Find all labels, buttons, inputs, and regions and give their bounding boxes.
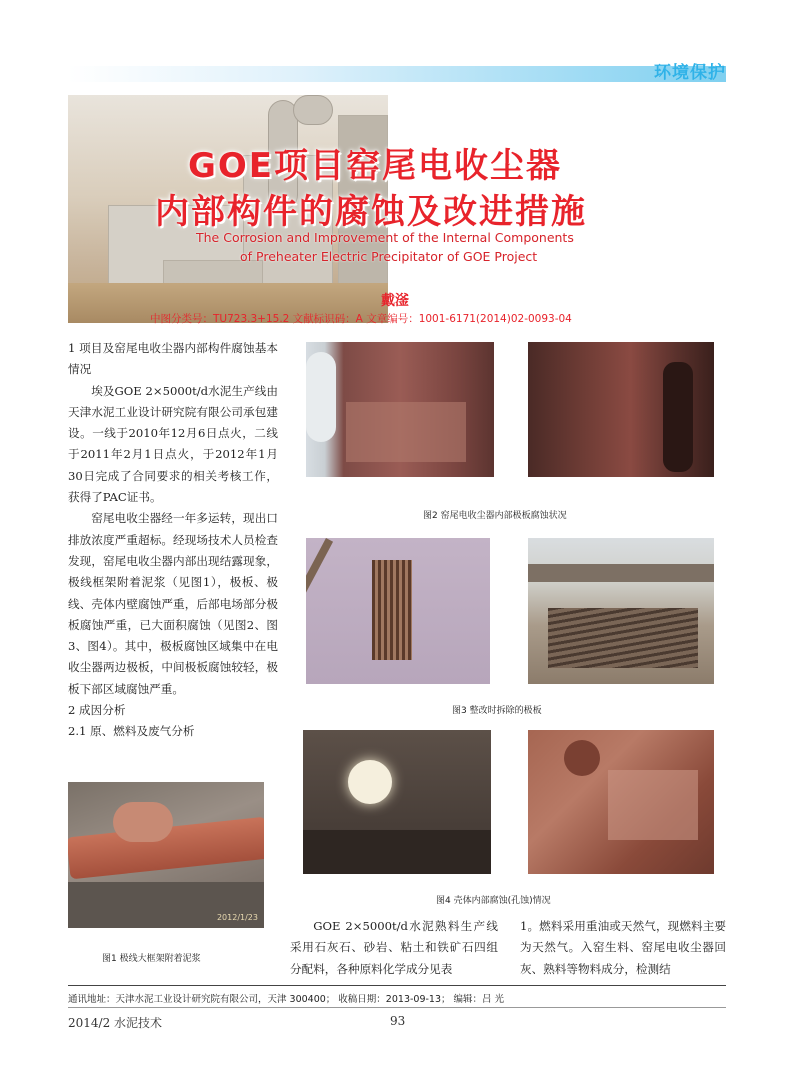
- author: 戴滏: [381, 293, 409, 309]
- section-tag: 环境保护: [654, 63, 726, 83]
- footer-rule: [68, 985, 726, 986]
- article-meta: 中图分类号：TU723.3+15.2 文献标识码：A 文章编号：1001-6171(2014)02-0093-04: [150, 313, 572, 325]
- section-2-1-heading: 2.1 原、燃料及废气分析: [68, 724, 195, 739]
- header-band: [68, 66, 726, 82]
- mid-paragraph: GOE 2×5000t/d水泥熟料生产线采用石灰石、砂岩、粘土和铁矿石四组分配料，各种原料化学成分见表: [290, 919, 498, 976]
- title-line-2: 内部构件的腐蚀及改进措施: [155, 192, 587, 232]
- journal-issue: 2014/2 水泥技术: [68, 1016, 163, 1030]
- left-column: [68, 338, 278, 743]
- page-number: 93: [390, 1014, 406, 1028]
- footer-rule-2: [68, 1007, 726, 1008]
- figure-3a-photo: [306, 538, 490, 684]
- paragraph-1: 埃及GOE 2×5000t/d水泥生产线由天津水泥工业设计研究院有限公司承包建设。一线于2010年12月6日点火，二线于2011年2月1日点火，于2012年1月30日完成了合同要求的相关考核工作，获得了PAC证书。: [68, 383, 278, 505]
- figure-4a-photo: [303, 730, 491, 874]
- footnote: 通讯地址：天津水泥工业设计研究院有限公司，天津 300400； 收稿日期：2013-09-13； 编辑：吕 光: [68, 994, 505, 1005]
- figure-2-caption: 图2 窑尾电收尘器内部极板腐蚀状况: [423, 511, 567, 521]
- figure-4b-photo: [528, 730, 714, 874]
- figure-3b-photo: [528, 538, 714, 684]
- section-2-heading: 2 成因分析: [68, 703, 126, 718]
- right-paragraph: 1。燃料采用重油或天然气，现燃料主要为天然气。入窑生料、窑尾电收尘器回灰、熟料等物料成分，检测结: [520, 919, 726, 976]
- title-line-1: GOE项目窑尾电收尘器: [188, 146, 563, 186]
- paragraph-2: 窑尾电收尘器经一年多运转，现出口排放浓度严重超标。经现场技术人员检查发现，窑尾电收尘器内部出现结露现象，极线框架附着泥浆（见图1），极板、极线、壳体内壁腐蚀严重，后部电场部分极板腐蚀严重，已大面积腐蚀（见图2、图3、图4）。其中，极板腐蚀区域集中在电收尘器两边极板，中间极板腐蚀较轻，极板下部区域腐蚀严重。: [68, 511, 278, 696]
- title-en-line-1: The Corrosion and Improvement of the Internal Components: [196, 230, 574, 245]
- figure-1-caption: 图1 极线大框架附着泥浆: [102, 954, 201, 964]
- right-column: [520, 916, 726, 980]
- figure-1-photo: [68, 782, 264, 928]
- figure-4-caption: 图4 壳体内部腐蚀(孔蚀)情况: [436, 896, 551, 906]
- mid-column: [290, 916, 498, 980]
- fig1-date-stamp: 2012/1/23: [216, 913, 258, 922]
- figure-2a-photo: [306, 342, 494, 477]
- title-en-line-2: of Preheater Electric Precipitator of GOE Project: [240, 249, 538, 264]
- figure-2b-photo: [528, 342, 714, 477]
- figure-3-caption: 图3 整改时拆除的极板: [452, 706, 542, 716]
- section-1-heading: 1 项目及窑尾电收尘器内部构件腐蚀基本情况: [68, 341, 278, 377]
